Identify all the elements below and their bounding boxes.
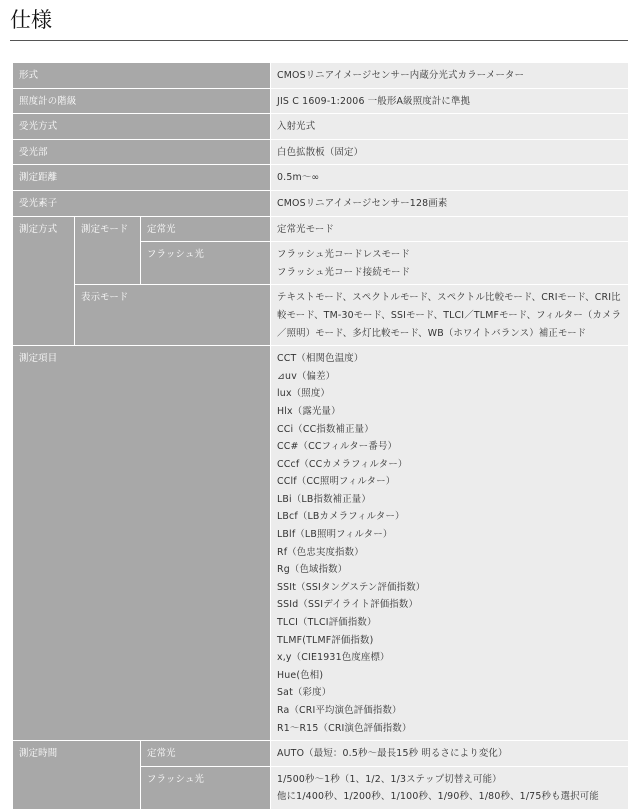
row-label: 受光方式	[13, 114, 271, 140]
row-label-method: 測定方式	[13, 216, 75, 346]
spec-row-method-display	[13, 285, 629, 346]
title-divider	[10, 40, 628, 41]
sub-label-display: 表示モード	[75, 285, 271, 346]
sub-label-flash: フラッシュ光	[141, 242, 271, 285]
row-value: CMOSリニアイメージセンサー内蔵分光式カラーメーター	[271, 63, 629, 89]
row-value: AUTO（最短：0.5秒～最長15秒 明るさにより変化）	[271, 741, 629, 767]
spec-row-receive-method	[13, 114, 629, 140]
spec-row-time-ambient	[13, 741, 629, 767]
row-label-time: 測定時間	[13, 741, 141, 810]
list-item: CCcf（CCカメラフィルター）	[277, 458, 408, 470]
list-item: Rf（色忠実度指数）	[277, 546, 364, 558]
page-title: 仕様	[10, 8, 52, 32]
spec-row-items	[13, 346, 629, 741]
list-item: CC#（CCフィルター番号）	[277, 441, 398, 453]
list-item: Hue(色相)	[277, 669, 324, 681]
sub-label-flash: フラッシュ光	[141, 766, 271, 809]
list-item: TLCI（TLCI評価指数）	[277, 617, 377, 629]
row-value: CMOSリニアイメージセンサー128画素	[271, 190, 629, 216]
list-item: ⊿uv（偏差）	[277, 370, 336, 382]
list-item: LBcf（LBカメラフィルター）	[277, 511, 405, 523]
spec-table	[12, 62, 629, 810]
row-label: 受光素子	[13, 190, 271, 216]
spec-row-receiver	[13, 139, 629, 165]
row-label: 照度計の階級	[13, 88, 271, 114]
spec-row-format	[13, 63, 629, 89]
row-label: 形式	[13, 63, 271, 89]
list-item: x,y（CIE1931色度座標）	[277, 652, 390, 664]
list-item: lux（照度）	[277, 388, 330, 400]
list-item: Rg（色域指数）	[277, 564, 348, 576]
row-value: 1/500秒～1秒（1、1/2、1/3ステップ切替え可能） 他に1/400秒、1/200秒、1/100秒、1/90秒、1/80秒、1/75秒も選択可能	[271, 766, 629, 809]
list-item: R1～R15（CRI演色評価指数）	[277, 722, 412, 734]
list-item: TLMF(TLMF評価指数)	[277, 634, 374, 646]
spec-row-element	[13, 190, 629, 216]
sub-label-ambient: 定常光	[141, 216, 271, 242]
spec-row-distance	[13, 165, 629, 191]
row-value: 白色拡散板（固定）	[271, 139, 629, 165]
row-label-items: 測定項目	[13, 346, 271, 741]
sub-label-mode: 測定モード	[75, 216, 141, 285]
row-value: テキストモード、スペクトルモード、スペクトル比較モード、CRIモード、CRI比較モード、TM-30モード、SSIモード、TLCI／TLMFモード、フィルター（カメラ／照明）モード、多灯比較モード、WB（ホワイトバランス）補正モード	[271, 285, 629, 346]
items-list	[271, 346, 629, 741]
row-label: 受光部	[13, 139, 271, 165]
list-item: Hlx（露光量）	[277, 405, 341, 417]
list-item: Ra（CRI平均演色評価指数）	[277, 705, 402, 716]
row-value: 入射光式	[271, 114, 629, 140]
row-value: JIS C 1609-1:2006 一般形A級照度計に準拠	[271, 88, 629, 114]
list-item: CCT（相関色温度）	[277, 353, 364, 365]
list-item: CClf（CC照明フィルター）	[277, 476, 396, 488]
list-item: LBi（LB指数補正量）	[277, 493, 371, 505]
spec-row-method-ambient	[13, 216, 629, 242]
list-item: CCi（CC指数補正量）	[277, 423, 374, 435]
row-value: 0.5m～∞	[271, 165, 629, 191]
list-item: LBlf（LB照明フィルター）	[277, 529, 393, 541]
row-label: 測定距離	[13, 165, 271, 191]
list-item: Sat（彩度）	[277, 687, 332, 699]
list-item: SSIt（SSIタングステン評価指数）	[277, 581, 426, 593]
list-item: SSId（SSIデイライト評価指数）	[277, 599, 419, 611]
sub-label-ambient: 定常光	[141, 741, 271, 767]
spec-row-grade	[13, 88, 629, 114]
row-value: フラッシュ光コードレスモード フラッシュ光コード接続モード	[271, 242, 629, 285]
row-value: 定常光モード	[271, 216, 629, 242]
